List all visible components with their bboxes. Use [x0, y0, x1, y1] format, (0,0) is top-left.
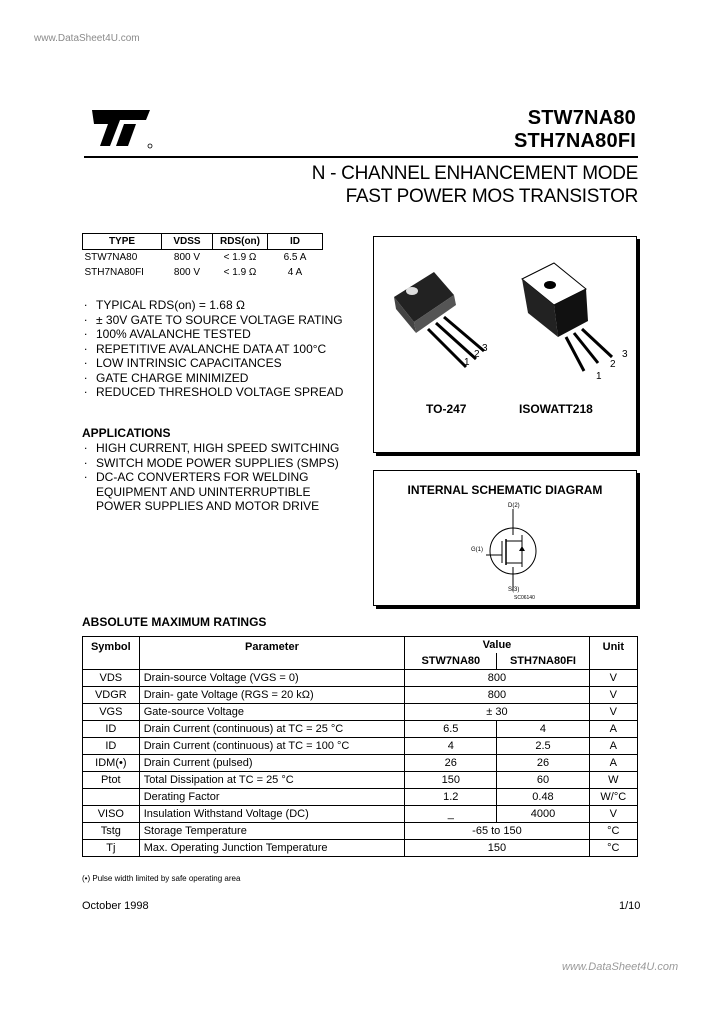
list-item: . DC-AC CONVERTERS FOR WELDING EQUIPMENT AND UNINTERRUPTIBLE POWER SUPPLIES AND MOTOR DRIVE: [82, 470, 336, 514]
th-parameter: Parameter: [139, 637, 405, 670]
table-row: VISO Insulation Withstand Voltage (DC) _ 4000 V: [83, 806, 638, 823]
header-rule: [84, 156, 638, 158]
amr-title: ABSOLUTE MAXIMUM RATINGS: [82, 615, 267, 629]
isowatt218-label: ISOWATT218: [519, 402, 593, 416]
svg-text:3: 3: [482, 343, 488, 354]
schematic-code: SC06140: [514, 595, 535, 601]
list-item: . REPETITIVE AVALANCHE DATA AT 100°C: [82, 342, 343, 357]
th-vdss: VDSS: [162, 234, 213, 250]
table-row: IDM(•) Drain Current (pulsed) 26 26 A: [83, 755, 638, 772]
svg-text:1: 1: [596, 371, 602, 382]
to247-label: TO-247: [426, 402, 467, 416]
list-item: . GATE CHARGE MINIMIZED: [82, 371, 343, 386]
drain-label: D(2): [508, 503, 520, 509]
table-row: VDS Drain-source Voltage (VGS = 0) 800 V: [83, 670, 638, 687]
watermark-bottom: www.DataSheet4U.com: [562, 961, 679, 973]
th-symbol: Symbol: [83, 637, 140, 670]
th-sth: STH7NA80FI: [497, 653, 589, 670]
type-table: [82, 233, 323, 280]
schematic-title: INTERNAL SCHEMATIC DIAGRAM: [407, 483, 603, 497]
amr-table: [82, 636, 638, 857]
table-row: ID Drain Current (continuous) at TC = 25 °C 6.5 4 A: [83, 721, 638, 738]
list-item: . TYPICAL RDS(on) = 1.68 Ω: [82, 298, 343, 313]
to247-package-icon: [394, 272, 484, 367]
table-row: Derating Factor 1.2 0.48 W/°C: [83, 789, 638, 806]
table-row: STW7NA80 800 V < 1.9 Ω 6.5 A: [84, 252, 307, 263]
list-item: . 100% AVALANCHE TESTED: [82, 327, 343, 342]
svg-text:2: 2: [610, 359, 616, 370]
features-list: [82, 298, 343, 400]
source-label: S(3): [508, 587, 520, 593]
svg-text:2: 2: [474, 349, 480, 360]
watermark-top: www.DataSheet4U.com: [34, 33, 140, 44]
table-row: ID Drain Current (continuous) at TC = 100 °C 4 2.5 A: [83, 738, 638, 755]
applications-list: [82, 441, 372, 514]
st-logo: [80, 104, 160, 154]
package-box: [373, 236, 637, 453]
page-number: 1/10: [619, 900, 641, 912]
table-row: VGS Gate-source Voltage ± 30 V: [83, 704, 638, 721]
subtitle-line-2: FAST POWER MOS TRANSISTOR: [345, 186, 638, 207]
applications-title: APPLICATIONS: [82, 426, 171, 440]
table-row: Ptot Total Dissipation at TC = 25 °C 150 60 W: [83, 772, 638, 789]
svg-text:1: 1: [464, 357, 470, 368]
table-row: Tstg Storage Temperature -65 to 150 °C: [83, 823, 638, 840]
schematic-diagram: [374, 471, 636, 605]
th-id: ID: [268, 234, 323, 250]
footnote: (•) Pulse width limited by safe operating area: [82, 874, 241, 883]
list-item: . SWITCH MODE POWER SUPPLIES (SMPS): [82, 456, 372, 471]
list-item: . REDUCED THRESHOLD VOLTAGE SPREAD: [82, 385, 343, 400]
th-type: TYPE: [83, 234, 162, 250]
isowatt218-package-icon: [522, 263, 612, 371]
schematic-box: [373, 470, 637, 606]
list-item: . HIGH CURRENT, HIGH SPEED SWITCHING: [82, 441, 372, 456]
svg-text:3: 3: [622, 349, 628, 360]
table-row: Tj Max. Operating Junction Temperature 150 °C: [83, 840, 638, 857]
th-value: Value: [405, 637, 589, 654]
th-rdson: RDS(on): [213, 234, 268, 250]
table-row: VDGR Drain- gate Voltage (RGS = 20 kΩ) 800 V: [83, 687, 638, 704]
th-unit: Unit: [589, 637, 637, 670]
gate-label: G(1): [471, 547, 483, 553]
table-row: STH7NA80FI 800 V < 1.9 Ω 4 A: [84, 267, 303, 278]
part-number-2: STH7NA80FI: [513, 130, 636, 152]
list-item: . LOW INTRINSIC CAPACITANCES: [82, 356, 343, 371]
part-number-1: STW7NA80: [527, 107, 636, 129]
subtitle-line-1: N - CHANNEL ENHANCEMENT MODE: [311, 163, 638, 184]
package-drawing: [374, 237, 636, 452]
th-stw: STW7NA80: [405, 653, 497, 670]
date: October 1998: [82, 900, 149, 912]
list-item: . ± 30V GATE TO SOURCE VOLTAGE RATING: [82, 313, 343, 328]
